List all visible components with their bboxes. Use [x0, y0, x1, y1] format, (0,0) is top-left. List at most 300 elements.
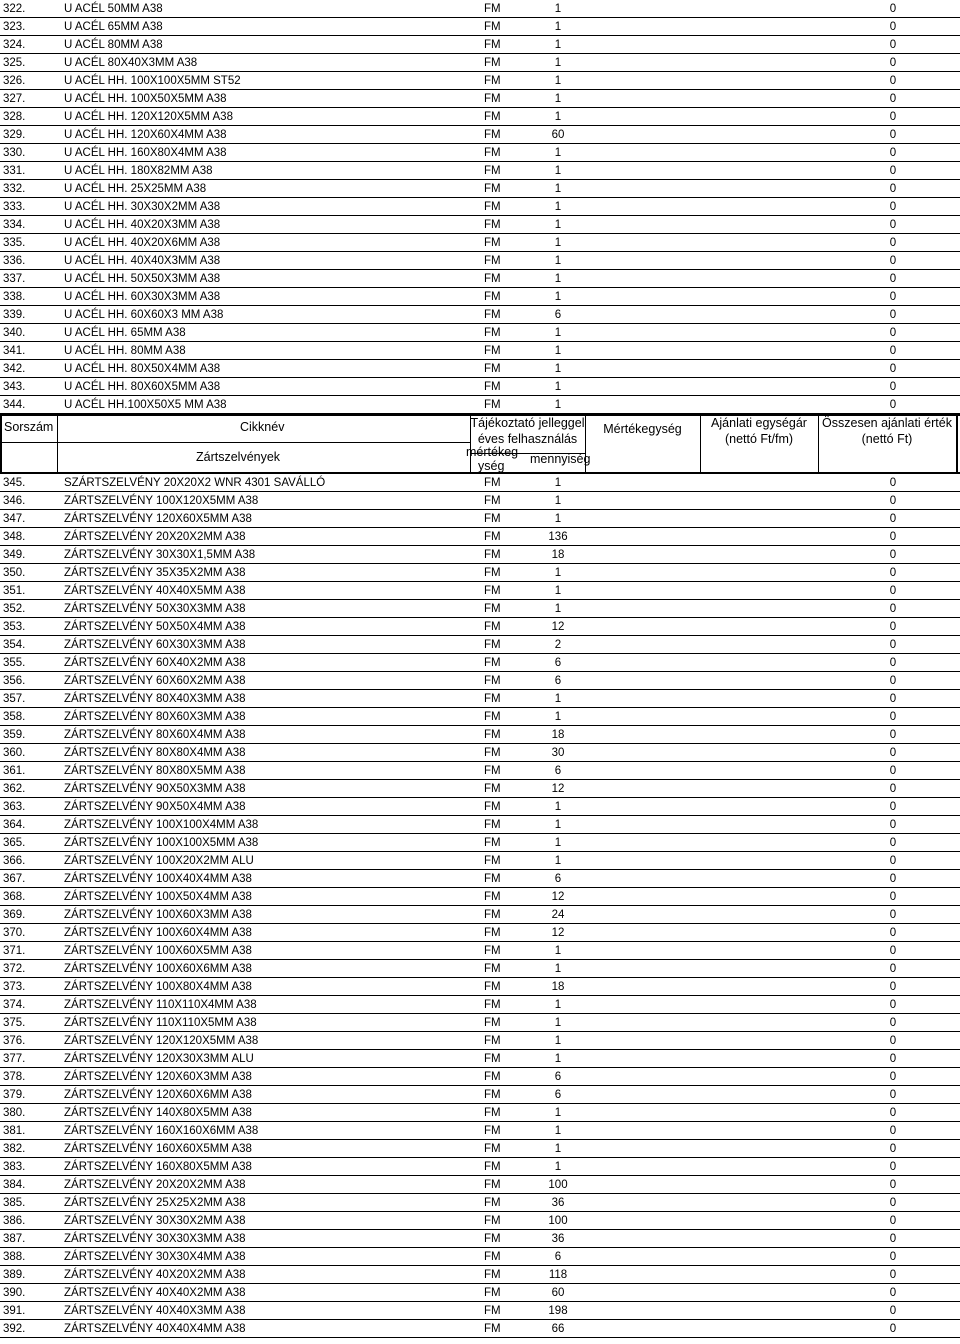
item-name: ZÁRTSZELVÉNY 80X80X4MM A38: [64, 747, 246, 759]
unit-cell: FM: [484, 1233, 501, 1245]
item-name: ZÁRTSZELVÉNY 100X40X4MM A38: [64, 873, 252, 885]
table-row: [0, 1266, 960, 1284]
quantity-cell: 1: [554, 237, 562, 249]
quantity-cell: 198: [548, 1305, 568, 1317]
table-row: [0, 618, 960, 636]
table-row: [0, 492, 960, 510]
quantity-cell: 1: [554, 147, 562, 159]
row-number: 389.: [3, 1269, 26, 1281]
row-number: 376.: [3, 1035, 26, 1047]
row-number: 350.: [3, 567, 26, 579]
row-number: 375.: [3, 1017, 26, 1029]
item-name: U ACÉL HH. 80X50X4MM A38: [64, 363, 221, 375]
quantity-cell: 1: [554, 819, 562, 831]
unit-cell: FM: [484, 1251, 501, 1263]
quantity-cell: 1: [554, 57, 562, 69]
quantity-cell: 1: [554, 477, 562, 489]
item-name: ZÁRTSZELVÉNY 50X50X4MM A38: [64, 621, 246, 633]
unit-cell: FM: [484, 909, 501, 921]
row-number: 332.: [3, 183, 26, 195]
price-cell: 0: [889, 1197, 897, 1209]
row-number: 323.: [3, 21, 26, 33]
unit-cell: FM: [484, 1053, 501, 1065]
price-cell: 0: [889, 237, 897, 249]
quantity-cell: 1: [554, 495, 562, 507]
price-cell: 0: [889, 657, 897, 669]
header-osszesen-1: Összesen ajánlati érték: [822, 416, 952, 430]
price-cell: 0: [889, 1233, 897, 1245]
row-number: 360.: [3, 747, 26, 759]
item-name: U ACÉL HH. 40X20X3MM A38: [64, 219, 221, 231]
quantity-cell: 6: [554, 1071, 562, 1083]
item-name: U ACÉL HH. 60X60X3 MM A38: [64, 309, 224, 321]
unit-cell: FM: [484, 1107, 501, 1119]
unit-cell: FM: [484, 381, 501, 393]
unit-cell: FM: [484, 111, 501, 123]
price-cell: 0: [889, 873, 897, 885]
quantity-cell: 1: [554, 693, 562, 705]
row-number: 345.: [3, 477, 26, 489]
row-number: 337.: [3, 273, 26, 285]
table-row: [0, 672, 960, 690]
header-mertekegyseg-split-1: mértékeg: [466, 445, 519, 459]
unit-cell: FM: [484, 927, 501, 939]
row-number: 334.: [3, 219, 26, 231]
item-name: ZÁRTSZELVÉNY 25X25X2MM A38: [64, 1197, 246, 1209]
row-number: 354.: [3, 639, 26, 651]
row-number: 344.: [3, 399, 26, 411]
price-cell: 0: [889, 1107, 897, 1119]
item-name: U ACÉL 80MM A38: [64, 39, 163, 51]
table-row: [0, 90, 960, 108]
quantity-cell: 1: [554, 201, 562, 213]
row-number: 325.: [3, 57, 26, 69]
item-name: U ACÉL HH.100X50X5 MM A38: [64, 399, 227, 411]
table-row: [0, 780, 960, 798]
item-name: U ACÉL 50MM A38: [64, 3, 163, 15]
unit-cell: FM: [484, 1125, 501, 1137]
header-tajekoztato-2: éves felhasználás: [477, 432, 578, 446]
price-cell: 0: [889, 363, 897, 375]
item-name: ZÁRTSZELVÉNY 20X20X2MM A38: [64, 1179, 246, 1191]
unit-cell: FM: [484, 783, 501, 795]
unit-cell: FM: [484, 165, 501, 177]
row-number: 362.: [3, 783, 26, 795]
unit-cell: FM: [484, 345, 501, 357]
row-number: 357.: [3, 693, 26, 705]
row-number: 379.: [3, 1089, 26, 1101]
item-name: ZÁRTSZELVÉNY 100X120X5MM A38: [64, 495, 259, 507]
unit-cell: FM: [484, 549, 501, 561]
quantity-cell: 1: [554, 39, 562, 51]
header-divider: [0, 416, 2, 472]
price-cell: 0: [889, 165, 897, 177]
unit-cell: FM: [484, 585, 501, 597]
quantity-cell: 30: [551, 747, 565, 759]
price-cell: 0: [889, 111, 897, 123]
quantity-cell: 1: [554, 219, 562, 231]
price-cell: 0: [889, 219, 897, 231]
price-cell: 0: [889, 1143, 897, 1155]
row-number: 347.: [3, 513, 26, 525]
item-name: ZÁRTSZELVÉNY 110X110X5MM A38: [64, 1017, 257, 1029]
top-rows: [0, 0, 960, 414]
price-cell: 0: [889, 603, 897, 615]
table-row: [0, 510, 960, 528]
quantity-cell: 1: [554, 963, 562, 975]
unit-cell: FM: [484, 75, 501, 87]
price-cell: 0: [889, 513, 897, 525]
unit-cell: FM: [484, 1089, 501, 1101]
price-cell: 0: [889, 1035, 897, 1047]
row-number: 371.: [3, 945, 26, 957]
item-name: ZÁRTSZELVÉNY 120X60X5MM A38: [64, 513, 252, 525]
item-name: U ACÉL HH. 160X80X4MM A38: [64, 147, 227, 159]
quantity-cell: 1: [554, 165, 562, 177]
item-name: ZÁRTSZELVÉNY 40X20X2MM A38: [64, 1269, 246, 1281]
quantity-cell: 1: [554, 801, 562, 813]
price-cell: 0: [889, 801, 897, 813]
unit-cell: FM: [484, 765, 501, 777]
unit-cell: FM: [484, 981, 501, 993]
table-row: [0, 252, 960, 270]
unit-cell: FM: [484, 729, 501, 741]
price-cell: 0: [889, 1161, 897, 1173]
table-row: [0, 378, 960, 396]
table-row: [0, 342, 960, 360]
row-number: 358.: [3, 711, 26, 723]
item-name: ZÁRTSZELVÉNY 30X30X2MM A38: [64, 1215, 246, 1227]
quantity-cell: 136: [548, 531, 568, 543]
item-name: ZÁRTSZELVÉNY 100X60X5MM A38: [64, 945, 252, 957]
price-cell: 0: [889, 3, 897, 15]
price-cell: 0: [889, 201, 897, 213]
quantity-cell: 1: [554, 291, 562, 303]
table-row: [0, 960, 960, 978]
item-name: ZÁRTSZELVÉNY 80X60X4MM A38: [64, 729, 246, 741]
row-number: 355.: [3, 657, 26, 669]
unit-cell: FM: [484, 747, 501, 759]
row-number: 324.: [3, 39, 26, 51]
item-name: U ACÉL HH. 80X60X5MM A38: [64, 381, 221, 393]
item-name: U ACÉL HH. 25X25MM A38: [64, 183, 207, 195]
item-name: ZÁRTSZELVÉNY 120X60X3MM A38: [64, 1071, 252, 1083]
item-name: ZÁRTSZELVÉNY 60X30X3MM A38: [64, 639, 246, 651]
price-cell: 0: [889, 93, 897, 105]
table-row: [0, 708, 960, 726]
unit-cell: FM: [484, 309, 501, 321]
item-name: ZÁRTSZELVÉNY 80X60X3MM A38: [64, 711, 246, 723]
table-row: [0, 888, 960, 906]
item-name: ZÁRTSZELVÉNY 160X80X5MM A38: [64, 1161, 252, 1173]
row-number: 381.: [3, 1125, 26, 1137]
item-name: U ACÉL 80X40X3MM A38: [64, 57, 198, 69]
price-cell: 0: [889, 981, 897, 993]
unit-cell: FM: [484, 945, 501, 957]
row-number: 370.: [3, 927, 26, 939]
price-cell: 0: [889, 1017, 897, 1029]
table-row: [0, 978, 960, 996]
table-row: [0, 1122, 960, 1140]
price-cell: 0: [889, 57, 897, 69]
quantity-cell: 1: [554, 3, 562, 15]
row-number: 368.: [3, 891, 26, 903]
quantity-cell: 1: [554, 111, 562, 123]
price-cell: 0: [889, 891, 897, 903]
quantity-cell: 18: [551, 549, 565, 561]
item-name: ZÁRTSZELVÉNY 160X60X5MM A38: [64, 1143, 252, 1155]
quantity-cell: 6: [554, 765, 562, 777]
table-row: [0, 1068, 960, 1086]
quantity-cell: 24: [551, 909, 565, 921]
price-cell: 0: [889, 765, 897, 777]
item-name: ZÁRTSZELVÉNY 100X20X2MM ALU: [64, 855, 254, 867]
unit-cell: FM: [484, 399, 501, 411]
price-cell: 0: [889, 1269, 897, 1281]
item-name: ZÁRTSZELVÉNY 80X40X3MM A38: [64, 693, 246, 705]
quantity-cell: 1: [554, 327, 562, 339]
quantity-cell: 1: [554, 513, 562, 525]
item-name: U ACÉL HH. 30X30X2MM A38: [64, 201, 221, 213]
header-cikknev: Cikknév: [240, 420, 285, 434]
table-row: [0, 600, 960, 618]
unit-cell: FM: [484, 801, 501, 813]
row-number: 392.: [3, 1323, 26, 1335]
item-name: U ACÉL HH. 50X50X3MM A38: [64, 273, 221, 285]
row-number: 369.: [3, 909, 26, 921]
quantity-cell: 12: [551, 927, 565, 939]
table-row: [0, 18, 960, 36]
table-row: [0, 216, 960, 234]
row-number: 329.: [3, 129, 26, 141]
quantity-cell: 1: [554, 567, 562, 579]
row-number: 346.: [3, 495, 26, 507]
price-cell: 0: [889, 621, 897, 633]
header-osszesen-2: (nettó Ft): [861, 432, 913, 446]
quantity-cell: 1: [554, 75, 562, 87]
price-cell: 0: [889, 255, 897, 267]
row-number: 349.: [3, 549, 26, 561]
table-row: [0, 906, 960, 924]
unit-cell: FM: [484, 711, 501, 723]
price-cell: 0: [889, 183, 897, 195]
item-name: ZÁRTSZELVÉNY 110X110X4MM A38: [64, 999, 257, 1011]
quantity-cell: 1: [554, 1017, 562, 1029]
table-row: [0, 834, 960, 852]
item-name: ZÁRTSZELVÉNY 120X60X6MM A38: [64, 1089, 252, 1101]
unit-cell: FM: [484, 39, 501, 51]
price-cell: 0: [889, 75, 897, 87]
item-name: ZÁRTSZELVÉNY 60X60X2MM A38: [64, 675, 246, 687]
unit-cell: FM: [484, 291, 501, 303]
row-number: 383.: [3, 1161, 26, 1173]
table-row: [0, 1050, 960, 1068]
table-row: [0, 396, 960, 414]
row-number: 374.: [3, 999, 26, 1011]
item-name: ZÁRTSZELVÉNY 100X60X4MM A38: [64, 927, 252, 939]
unit-cell: FM: [484, 891, 501, 903]
price-cell: 0: [889, 1323, 897, 1335]
unit-cell: FM: [484, 273, 501, 285]
unit-cell: FM: [484, 1035, 501, 1047]
price-cell: 0: [889, 39, 897, 51]
item-name: U ACÉL HH. 80MM A38: [64, 345, 186, 357]
quantity-cell: 60: [551, 1287, 565, 1299]
item-name: U ACÉL HH. 100X100X5MM ST52: [64, 75, 241, 87]
item-name: ZÁRTSZELVÉNY 80X80X5MM A38: [64, 765, 246, 777]
table-row: [0, 852, 960, 870]
price-cell: 0: [889, 345, 897, 357]
item-name: ZÁRTSZELVÉNY 100X100X5MM A38: [64, 837, 259, 849]
table-row: [0, 1140, 960, 1158]
row-number: 363.: [3, 801, 26, 813]
unit-cell: FM: [484, 237, 501, 249]
table-row: [0, 270, 960, 288]
unit-cell: FM: [484, 1197, 501, 1209]
item-name: ZÁRTSZELVÉNY 100X50X4MM A38: [64, 891, 252, 903]
price-cell: 0: [889, 963, 897, 975]
price-cell: 0: [889, 747, 897, 759]
table-row: [0, 1194, 960, 1212]
quantity-cell: 1: [554, 1053, 562, 1065]
table-row: [0, 582, 960, 600]
item-name: ZÁRTSZELVÉNY 90X50X3MM A38: [64, 783, 246, 795]
table-row: [0, 288, 960, 306]
table-row: [0, 1176, 960, 1194]
table-row: [0, 144, 960, 162]
price-cell: 0: [889, 495, 897, 507]
item-name: ZÁRTSZELVÉNY 60X40X2MM A38: [64, 657, 246, 669]
price-cell: 0: [889, 693, 897, 705]
row-number: 351.: [3, 585, 26, 597]
price-cell: 0: [889, 909, 897, 921]
table-row: [0, 528, 960, 546]
quantity-cell: 1: [554, 1125, 562, 1137]
quantity-cell: 1: [554, 399, 562, 411]
row-number: 333.: [3, 201, 26, 213]
quantity-cell: 1: [554, 1143, 562, 1155]
quantity-cell: 1: [554, 345, 562, 357]
row-number: 331.: [3, 165, 26, 177]
quantity-cell: 1: [554, 855, 562, 867]
quantity-cell: 36: [551, 1233, 565, 1245]
price-cell: 0: [889, 819, 897, 831]
header-ajanlati-2: (nettó Ft/fm): [724, 432, 794, 446]
table-row: [0, 126, 960, 144]
unit-cell: FM: [484, 567, 501, 579]
row-number: 378.: [3, 1071, 26, 1083]
price-cell: 0: [889, 729, 897, 741]
unit-cell: FM: [484, 1215, 501, 1227]
table-row: [0, 162, 960, 180]
price-cell: 0: [889, 1215, 897, 1227]
item-name: ZÁRTSZELVÉNY 90X50X4MM A38: [64, 801, 246, 813]
row-number: 364.: [3, 819, 26, 831]
table-row: [0, 360, 960, 378]
row-number: 348.: [3, 531, 26, 543]
table-row: [0, 924, 960, 942]
item-name: ZÁRTSZELVÉNY 50X30X3MM A38: [64, 603, 246, 615]
unit-cell: FM: [484, 513, 501, 525]
price-cell: 0: [889, 549, 897, 561]
price-cell: 0: [889, 675, 897, 687]
quantity-cell: 100: [548, 1215, 568, 1227]
table-row: [0, 1248, 960, 1266]
item-name: U ACÉL HH. 120X60X4MM A38: [64, 129, 227, 141]
quantity-cell: 18: [551, 981, 565, 993]
quantity-cell: 6: [554, 675, 562, 687]
unit-cell: FM: [484, 963, 501, 975]
table-row: [0, 798, 960, 816]
unit-cell: FM: [484, 219, 501, 231]
table-row: [0, 108, 960, 126]
price-cell: 0: [889, 531, 897, 543]
quantity-cell: 1: [554, 255, 562, 267]
table-row: [0, 690, 960, 708]
unit-cell: FM: [484, 999, 501, 1011]
unit-cell: FM: [484, 477, 501, 489]
item-name: U ACÉL HH. 40X20X6MM A38: [64, 237, 221, 249]
price-cell: 0: [889, 273, 897, 285]
row-number: 380.: [3, 1107, 26, 1119]
item-name: U ACÉL HH. 120X120X5MM A38: [64, 111, 233, 123]
header-divider: [956, 416, 958, 472]
table-row: [0, 36, 960, 54]
price-cell: 0: [889, 711, 897, 723]
item-name: ZÁRTSZELVÉNY 100X80X4MM A38: [64, 981, 252, 993]
unit-cell: FM: [484, 363, 501, 375]
item-name: U ACÉL 65MM A38: [64, 21, 163, 33]
header-sorszam: Sorszám: [4, 420, 54, 434]
quantity-cell: 1: [554, 999, 562, 1011]
table-row: [0, 1086, 960, 1104]
row-number: 377.: [3, 1053, 26, 1065]
price-cell: 0: [889, 147, 897, 159]
quantity-cell: 1: [554, 363, 562, 375]
unit-cell: FM: [484, 183, 501, 195]
row-number: 384.: [3, 1179, 26, 1191]
price-cell: 0: [889, 399, 897, 411]
unit-cell: FM: [484, 531, 501, 543]
row-number: 387.: [3, 1233, 26, 1245]
item-name: ZÁRTSZELVÉNY 35X35X2MM A38: [64, 567, 246, 579]
row-number: 361.: [3, 765, 26, 777]
row-number: 385.: [3, 1197, 26, 1209]
row-number: 386.: [3, 1215, 26, 1227]
quantity-cell: 1: [554, 1161, 562, 1173]
quantity-cell: 1: [554, 837, 562, 849]
price-cell: 0: [889, 1053, 897, 1065]
table-row: [0, 564, 960, 582]
table-row: [0, 1032, 960, 1050]
header-divider: [0, 442, 470, 443]
unit-cell: FM: [484, 327, 501, 339]
quantity-cell: 1: [554, 945, 562, 957]
quantity-cell: 1: [554, 381, 562, 393]
item-name: ZÁRTSZELVÉNY 40X40X4MM A38: [64, 1323, 246, 1335]
row-number: 335.: [3, 237, 26, 249]
unit-cell: FM: [484, 3, 501, 15]
unit-cell: FM: [484, 201, 501, 213]
table-row: [0, 870, 960, 888]
table-row: [0, 306, 960, 324]
item-name: ZÁRTSZELVÉNY 100X100X4MM A38: [64, 819, 259, 831]
item-name: ZÁRTSZELVÉNY 30X30X4MM A38: [64, 1251, 246, 1263]
item-name: ZÁRTSZELVÉNY 30X30X3MM A38: [64, 1233, 246, 1245]
price-cell: 0: [889, 1125, 897, 1137]
item-name: U ACÉL HH. 65MM A38: [64, 327, 186, 339]
quantity-cell: 1: [554, 603, 562, 615]
